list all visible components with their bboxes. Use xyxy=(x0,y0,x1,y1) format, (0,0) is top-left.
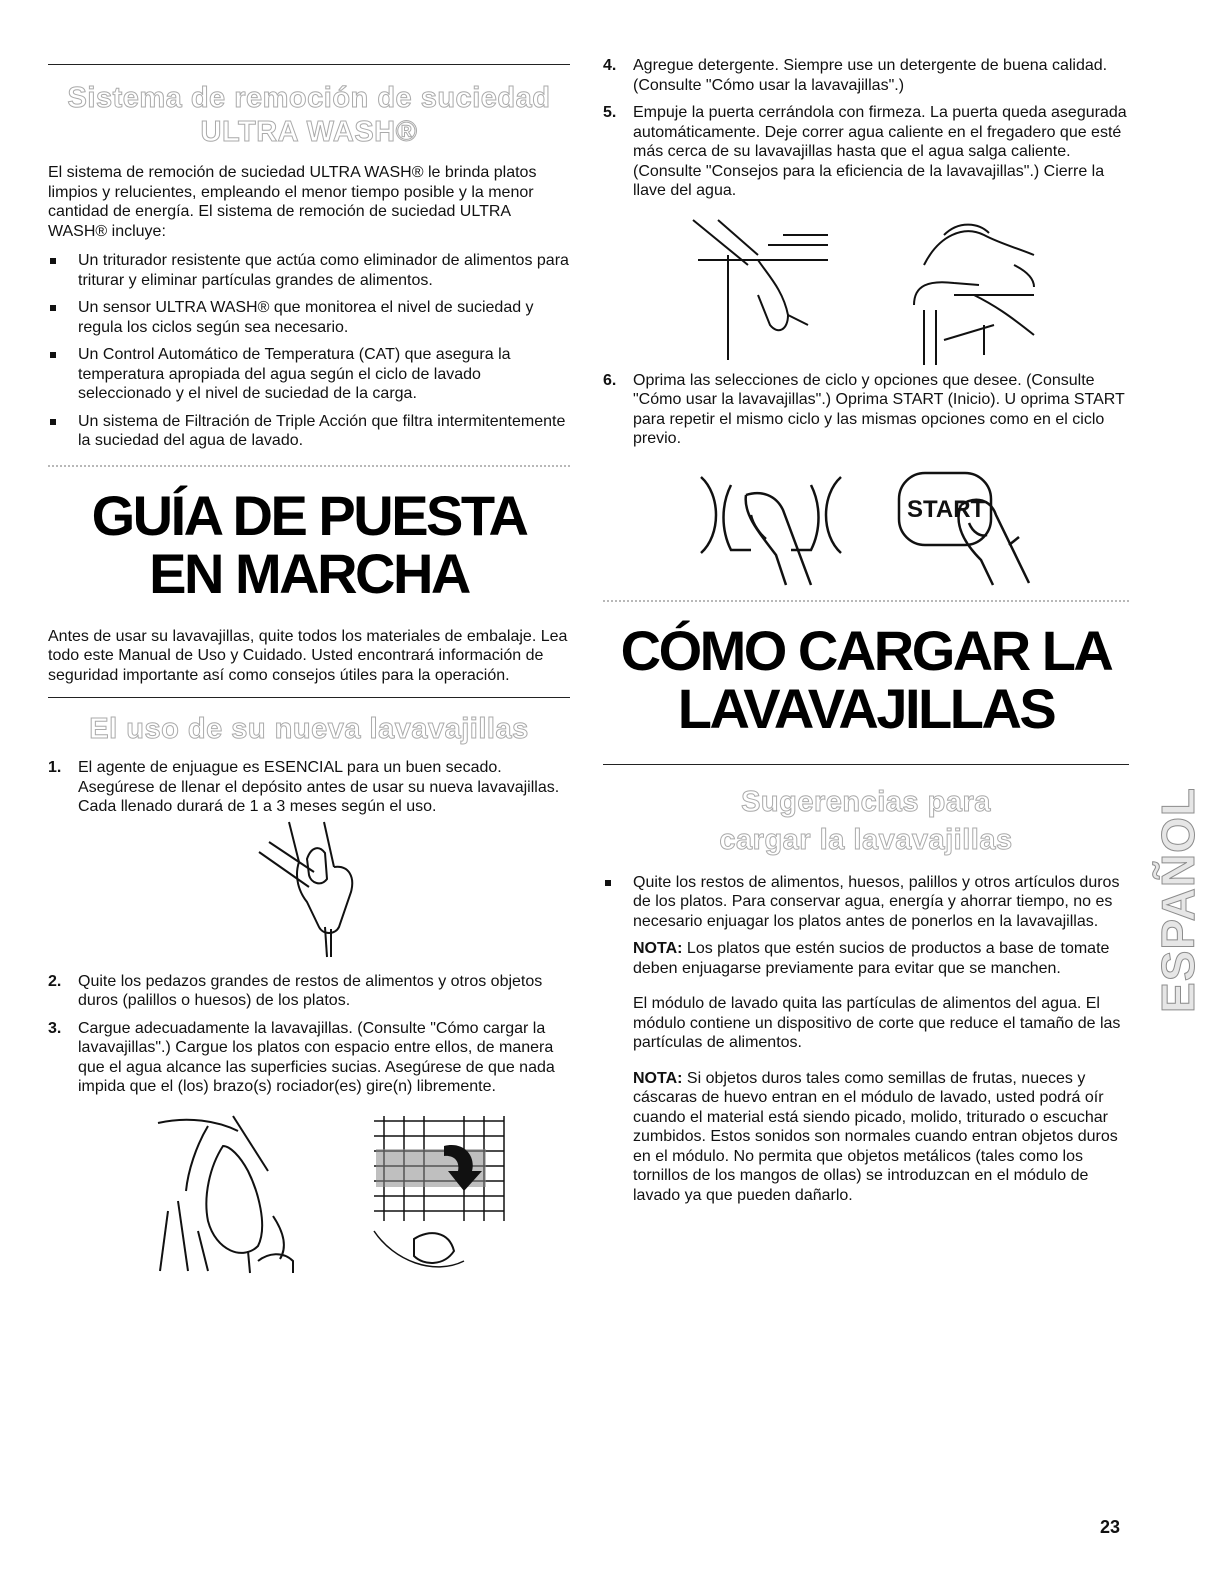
rule-divider xyxy=(48,697,570,698)
step-text: Oprima las selecciones de ciclo y opciones que desee. (Consulte "Cómo usar la lavavajillas".) Oprima START (Inicio). U oprima START para repetir el mismo ciclo y las mismas opciones como en el ciclo previo. xyxy=(633,371,1125,447)
guia-intro: Antes de usar su lavavajillas, quite todos los materiales de embalaje. Lea todo este Manual de Uso y Cuidado. Usted encontrará información de seguridad importante así como consejos útiles para la operación. xyxy=(48,627,568,684)
spray-arm-illustration xyxy=(354,1111,514,1276)
cargar-bullets xyxy=(603,873,1129,932)
note-text: Los platos que estén sucios de productos a base de tomate deben enjuagarse previamente para evitar que se manchen. xyxy=(633,940,1110,977)
left-column xyxy=(48,56,570,1276)
dotted-divider-right xyxy=(603,600,1129,602)
control-panel-illustrations xyxy=(603,465,1129,590)
note-label: NOTA: xyxy=(633,940,683,957)
ultra-wash-title xyxy=(48,81,570,149)
step-number: 4. xyxy=(603,57,617,74)
list-item xyxy=(603,371,1129,449)
sugerencias-title-line1: Sugerencias para xyxy=(741,785,991,818)
steps-list-right xyxy=(603,56,1129,201)
guia-title-line1: GUÍA DE PUESTA xyxy=(91,483,527,547)
rule-divider-right xyxy=(603,764,1129,765)
ultra-wash-intro: El sistema de remoción de suciedad ULTRA WASH® le brinda platos limpios y relucientes, empleando el menor tiempo posible y la menor cantidad de energía. El sistema de remoción de suciedad ULTRA WASH® incluye: xyxy=(48,164,537,240)
sugerencias-title xyxy=(603,783,1129,859)
uso-title: El uso de su nueva lavavajillas xyxy=(89,713,529,745)
note-text: Si objetos duros tales como semillas de frutas, nueces y cáscaras de huevo entran en el módulo de lavado, usted podrá oír cuando el material está siendo picado, molido, triturado o escuchar zumbidos. Estos sonidos son normales cuando entran objetos duros en el módulo. No permita que objetos metálicos (tales como los tornillos de los mangos de ollas) se introduzcan en el módulo de lavado ya que pueden dañarlo. xyxy=(633,1069,1118,1204)
language-side-tab xyxy=(1150,760,1206,1040)
step-text: Empuje la puerta cerrándola con firmeza. La puerta queda asegurada automáticamente. Deje correr agua caliente en el fregadero que esté más cerca de su lavavajillas hasta que el agua salga caliente. (Consulte "Consejos para la eficiencia de la lavavajillas".) Cierre la llave del agua. xyxy=(633,104,1127,199)
cargar-notes xyxy=(603,939,1129,1205)
list-item xyxy=(603,103,1129,201)
cycle-button-press-illustration xyxy=(691,465,851,590)
step-text: Cargue adecuadamente la lavavajillas. (Consulte "Cómo cargar la lavavajillas".) Cargue los platos con espacio entre ellos, de manera que el agua alcance las superficies sucias. Asegúrese de que nada impida que el (los) brazo(s) rociador(es) gire(n) libremente. xyxy=(78,1019,555,1095)
step-text: Agregue detergente. Siempre use un detergente de buena calidad. (Consulte "Cómo usar la lavavajillas".) xyxy=(633,57,1108,94)
step-number: 2. xyxy=(48,972,62,990)
guia-title xyxy=(48,483,570,605)
step-number: 5. xyxy=(603,104,617,121)
list-item xyxy=(48,972,570,1011)
door-close-illustration xyxy=(688,215,838,365)
steps-list-right-2 xyxy=(603,371,1129,449)
step-number: 6. xyxy=(603,371,617,389)
list-item: Un triturador resistente que actúa como eliminador de alimentos para triturar y eliminar partículas grandes de alimentos. xyxy=(48,251,570,290)
list-item: Un Control Automático de Temperatura (CAT) que asegura la temperatura apropiada del agua según el ciclo de lavado seleccionado y el nivel de suciedad de la carga. xyxy=(48,345,570,404)
steps-list-left-2 xyxy=(48,972,570,1097)
list-item: Quite los restos de alimentos, huesos, palillos y otros artículos duros de los platos. Para conservar agua, energía y ahorrar tiempo, no es necesario enjuagar los platos antes de ponerlos en la lavavajillas. xyxy=(603,873,1129,932)
sugerencias-title-line2: cargar la lavavajillas xyxy=(719,823,1013,856)
step-number: 1. xyxy=(48,759,62,776)
steps-list-left xyxy=(48,758,570,817)
dish-loading-illustration xyxy=(148,1111,318,1276)
top-rule-left xyxy=(48,64,570,65)
step-text: El agente de enjuague es ESENCIAL para un buen secado. Asegúrese de llenar el depósito antes de usar su nueva lavavajillas. Cada llenado durará de 1 a 3 meses según el uso. xyxy=(78,759,560,815)
rinse-aid-pour-illustration xyxy=(239,817,379,962)
list-item: Un sistema de Filtración de Triple Acción que filtra intermitentemente la suciedad del agua de lavado. xyxy=(48,412,570,451)
note-1 xyxy=(633,939,1129,978)
dotted-divider xyxy=(48,465,570,467)
faucet-illustration xyxy=(884,215,1044,365)
ultra-wash-title-line1: Sistema de remoción de suciedad xyxy=(67,82,551,114)
note-label: NOTA: xyxy=(633,1069,683,1087)
ultra-wash-bullets xyxy=(48,251,570,451)
door-faucet-illustrations xyxy=(603,215,1129,365)
start-button-label: START xyxy=(907,495,986,523)
list-item xyxy=(603,56,1129,95)
list-item: Un sensor ULTRA WASH® que monitorea el nivel de suciedad y regula los ciclos según sea necesario. xyxy=(48,298,570,337)
modulo-paragraph: El módulo de lavado quita las partículas de alimentos del agua. El módulo contiene un dispositivo de corte que reduce el tamaño de las partículas de alimentos. xyxy=(633,995,1121,1051)
right-column xyxy=(603,56,1129,1205)
list-item xyxy=(48,1019,570,1097)
cargar-title-line1: CÓMO CARGAR LA xyxy=(620,618,1112,682)
language-side-tab-label: ESPAÑOL xyxy=(1152,787,1205,1013)
guia-title-line2: EN MARCHA xyxy=(149,541,469,605)
ultra-wash-title-line2: ULTRA WASH® xyxy=(200,116,418,148)
step-text: Quite los pedazos grandes de restos de alimentos y otros objetos duros (palillos o huesos) de los platos. xyxy=(78,972,543,1009)
cargar-title xyxy=(603,618,1129,740)
start-button-press-illustration xyxy=(891,465,1041,590)
step-number: 3. xyxy=(48,1019,62,1037)
loading-illustrations xyxy=(48,1111,570,1276)
page-number: 23 xyxy=(1100,1517,1121,1537)
list-item xyxy=(48,758,570,817)
cargar-title-line2: LAVAVAJILLAS xyxy=(677,676,1055,740)
note-2 xyxy=(633,1069,1129,1206)
